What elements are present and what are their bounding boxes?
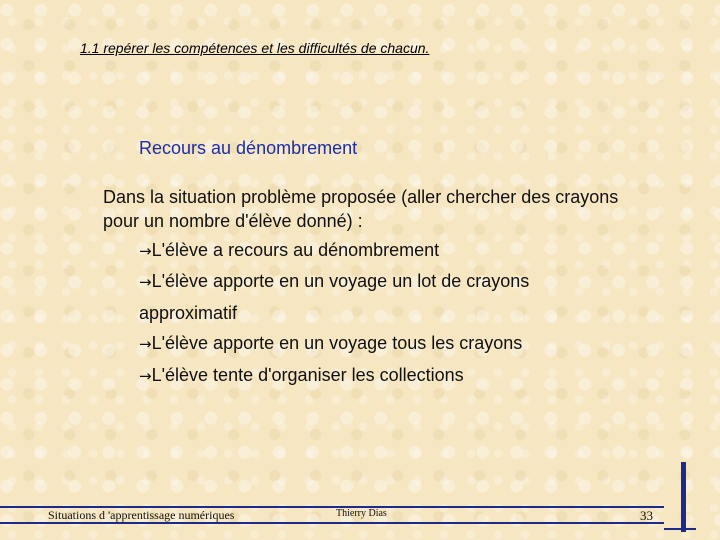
arrow-bullet-icon: → bbox=[139, 367, 152, 385]
page-number: 33 bbox=[640, 508, 653, 523]
accent-vertical-bar bbox=[681, 462, 686, 532]
bullet-item bbox=[139, 266, 609, 329]
footer-author: Thierry Dias bbox=[336, 508, 387, 519]
slide-header: 1.1 repérer les compétences et les difficultés de chacun. bbox=[80, 40, 430, 56]
arrow-bullet-icon: → bbox=[139, 242, 152, 260]
accent-horizontal-bar bbox=[664, 528, 696, 530]
arrow-bullet-icon: → bbox=[139, 335, 152, 353]
bullet-text: L'élève a recours au dénombrement bbox=[151, 240, 440, 260]
footer-course-title: Situations d 'apprentissage numériques bbox=[48, 508, 235, 522]
bullet-item bbox=[139, 235, 609, 267]
bullet-item bbox=[139, 328, 609, 360]
intro-paragraph: Dans la situation problème proposée (aller chercher des crayons pour un nombre d'élève donné) : bbox=[103, 187, 619, 231]
bullet-text: L'élève tente d'organiser les collections bbox=[151, 365, 464, 385]
bullet-text: L'élève apporte en un voyage tous les crayons bbox=[151, 333, 523, 353]
section-title: Recours au dénombrement bbox=[139, 138, 358, 158]
bullet-item bbox=[139, 360, 609, 392]
arrow-bullet-icon: → bbox=[139, 273, 152, 291]
bullet-text: L'élève apporte en un voyage un lot de crayons approximatif bbox=[139, 271, 530, 323]
